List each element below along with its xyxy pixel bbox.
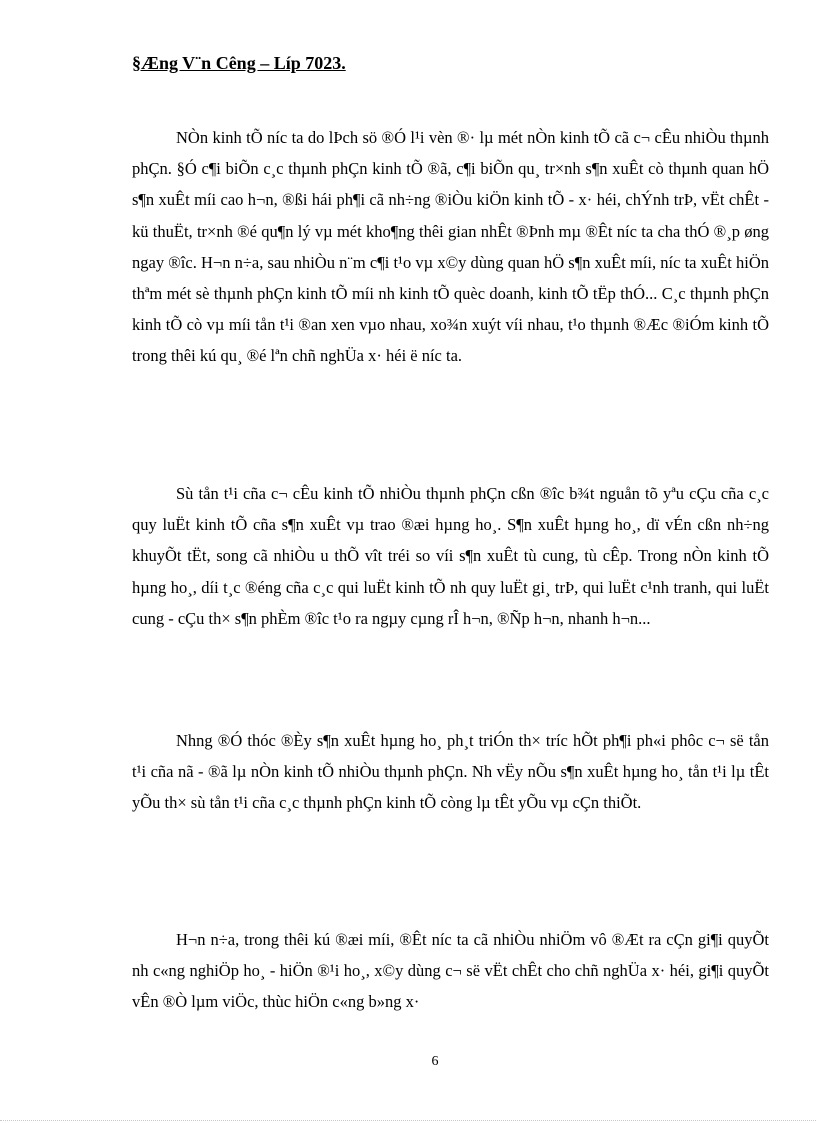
page-bottom-border [0,1120,816,1121]
paragraph-2: Sù tån t¹i cña c¬ cÊu kinh tÕ nhiÒu thµnh phÇn cßn ®îc b¾t nguån tõ yªu cÇu cña c¸c quy luËt kinh tÕ cña s¶n xuÊt vµ trao ®æi hµng ho¸. S¶n xuÊt hµng ho¸, dï vÉn cßn nh÷ng khuyÕt tËt, song cã nhiÒu u thÕ vît tréi so víi s¶n xuÊt tù cung, tù cÊp. Trong nÒn kinh tÕ hµng ho¸, díi t¸c ®éng cña c¸c qui luËt kinh tÕ nh quy luËt gi¸ trÞ, qui luËt c¹nh tranh, qui luËt cung - cÇu th× s¶n phÈm ®îc t¹o ra ngµy cµng rÎ h¬n, ®Ñp h¬n, nhanh h¬n... [132,484,769,628]
page-number: 6 [431,1054,439,1069]
paragraph-4: H¬n n÷a, trong thêi kú ®æi míi, ®Êt níc ta cã nhiÒu nhiÖm vô ®Æt ra cÇn gi¶i quyÕt nh c«ng nghiÖp ho¸ - hiÖn ®¹i ho¸, x©y dùng c¬ së vËt chÊt cho chñ nghÜa x· héi, gi¶i quyÕt vÊn ®Ò lµm viÖc, thùc hiÖn c«ng b»ng x· [132,930,769,1012]
paragraph-1: NÒn kinh tÕ níc ta do lÞch sö ®Ó l¹i vèn ®· lµ mét nÒn kinh tÕ cã c¬ cÊu nhiÒu thµnh phÇn. §Ó c¶i biÕn c¸c thµnh phÇn kinh tÕ ®ã, c¶i biÕn qu¸ tr×nh s¶n xuÊt cò thµnh quan hÖ s¶n xuÊt míi cao h¬n, ®ßi hái ph¶i cã nh÷ng ®iÒu kiÖn kinh tÕ - x· héi, chÝnh trÞ, vËt chÊt - kü thuËt, tr×nh ®é qu¶n lý vµ mét kho¶ng thêi gian nhÊt ®Þnh mµ ®Êt níc ta cha thÓ ®¸p øng ngay ®îc. H¬n n÷a, sau nhiÒu n¨m c¶i t¹o vµ x©y dùng quan hÖ s¶n xuÊt míi, níc ta xuÊt hiÖn thªm mét sè thµnh phÇn kinh tÕ míi nh kinh tÕ quèc doanh, kinh tÕ tËp thÓ... C¸c thµnh phÇn kinh tÕ cò vµ míi tån t¹i ®an xen vµo nhau, xo¾n xuýt víi nhau, t¹o thµnh ®Æc ®iÓm kinh tÕ trong thêi kú qu¸ ®é lªn chñ nghÜa x· héi ë níc ta. [132,128,769,366]
paragraph-3: Nhng ®Ó thóc ®Èy s¶n xuÊt hµng ho¸ ph¸t triÓn th× tríc hÕt ph¶i ph«i phôc c¬ së tån t¹i cña nã - ®ã lµ nÒn kinh tÕ nhiÒu thµnh phÇn. Nh vËy nÕu s¶n xuÊt hµng ho¸ tån t¹i lµ tÊt yÕu th× sù tån t¹i cña c¸c thµnh phÇn kinh tÕ còng lµ tÊt yÕu vµ cÇn thiÕt. [132,731,769,813]
document-header: §Æng V¨n Cêng – Líp 7023. [132,53,346,73]
